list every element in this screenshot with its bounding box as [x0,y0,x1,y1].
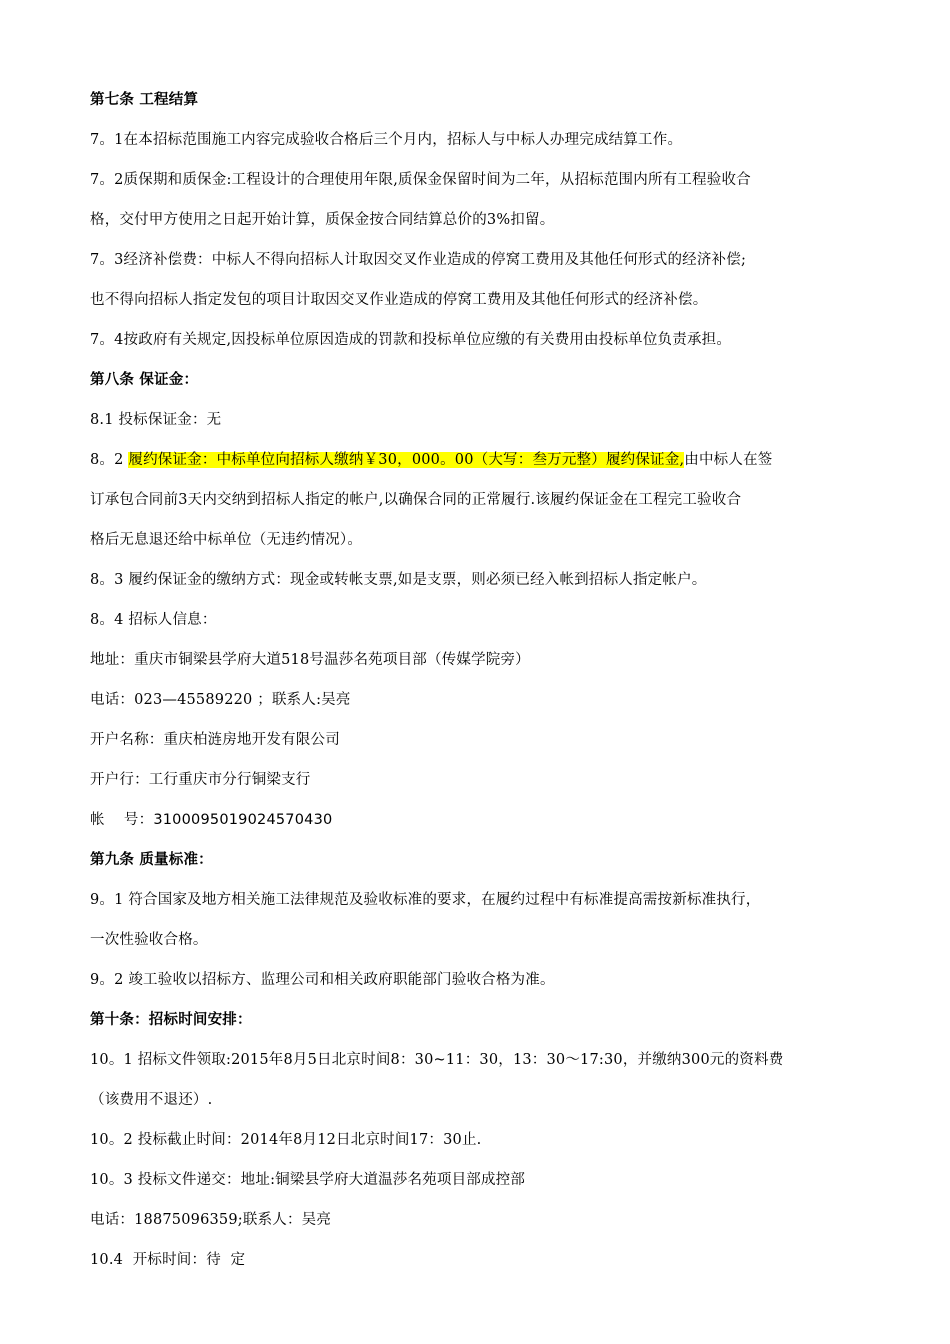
tenderer-address: 地址：重庆市铜梁县学府大道518号温莎名苑项目部（传媒学院旁） [90,652,530,668]
clause-8-4: 8。4 招标人信息： [90,612,217,628]
clause-10-1-line-1: 10。1 招标文件领取:2015年8月5日北京时间8：30~11：30，13：30～17:30，并缴纳300元的资料费 [90,1052,784,1068]
performance-bond-highlight: 履约保证金：中标单位向招标人缴纳￥30，000。00（大写：叁万元整）履约保证金, [128,452,685,468]
account-name: 开户名称：重庆柏涟房地开发有限公司 [90,732,340,748]
clause-8-2-rest: 由中标人在签 [684,452,773,468]
clause-8-2-line-3: 格后无息退还给中标单位（无违约情况）。 [90,532,363,548]
clause-8-3: 8。3 履约保证金的缴纳方式：现金或转帐支票,如是支票，则必须已经入帐到招标人指定帐户。 [90,572,707,588]
tenderer-phone: 电话：023—45589220 ；联系人:吴亮 [90,692,351,708]
clause-9-1-line-1: 9。1 符合国家及地方相关施工法律规范及验收标准的要求，在履约过程中有标准提高需按新标准执行， [90,892,761,908]
clause-7-3-line-2: 也不得向招标人指定发包的项目计取因交叉作业造成的停窝工费用及其他任何形式的经济补偿。 [90,292,708,308]
clause-7-2-line-2: 格，交付甲方使用之日起开始计算，质保金按合同结算总价的3%扣留。 [90,212,555,228]
article-10-heading: 第十条：招标时间安排： [90,1012,252,1028]
clause-10-1-line-2: （该费用不退还）. [90,1092,213,1108]
clause-8-2-line-1 [90,440,870,480]
clause-8-1: 8.1 投标保证金：无 [90,412,222,428]
account-number: 帐 号：3100095019024570430 [90,812,333,828]
clause-7-3-line-1: 7。3经济补偿费：中标人不得向招标人计取因交叉作业造成的停窝工费用及其他任何形式的经济补偿; [90,252,747,268]
clause-8-2-prefix: 8。2 [90,452,129,468]
article-9-heading: 第九条 质量标准： [90,852,213,868]
document-page [90,80,870,1280]
clause-7-1: 7。1在本招标范围施工内容完成验收合格后三个月内，招标人与中标人办理完成结算工作。 [90,132,683,148]
article-8-heading: 第八条 保证金： [90,372,199,388]
clause-9-2: 9。2 竣工验收以招标方、监理公司和相关政府职能部门验收合格为准。 [90,972,555,988]
bank-name: 开户行：工行重庆市分行铜梁支行 [90,772,311,788]
clause-10-4: 10.4 开标时间：待 定 [90,1252,246,1268]
clause-7-2-line-1: 7。2质保期和质保金:工程设计的合理使用年限,质保金保留时间为二年，从招标范围内所有工程验收合 [90,172,751,188]
clause-8-2-line-2: 订承包合同前3天内交纳到招标人指定的帐户,以确保合同的正常履行.该履约保证金在工程完工验收合 [90,492,742,508]
clause-9-1-line-2: 一次性验收合格。 [90,932,208,948]
submission-phone: 电话：18875096359;联系人：吴亮 [90,1212,332,1228]
clause-10-2: 10。2 投标截止时间：2014年8月12日北京时间17：30止. [90,1132,482,1148]
clause-7-4: 7。4按政府有关规定,因投标单位原因造成的罚款和投标单位应缴的有关费用由投标单位负责承担。 [90,332,732,348]
article-7-heading: 第七条 工程结算 [90,92,199,108]
clause-10-3: 10。3 投标文件递交：地址:铜梁县学府大道温莎名苑项目部成控部 [90,1172,526,1188]
